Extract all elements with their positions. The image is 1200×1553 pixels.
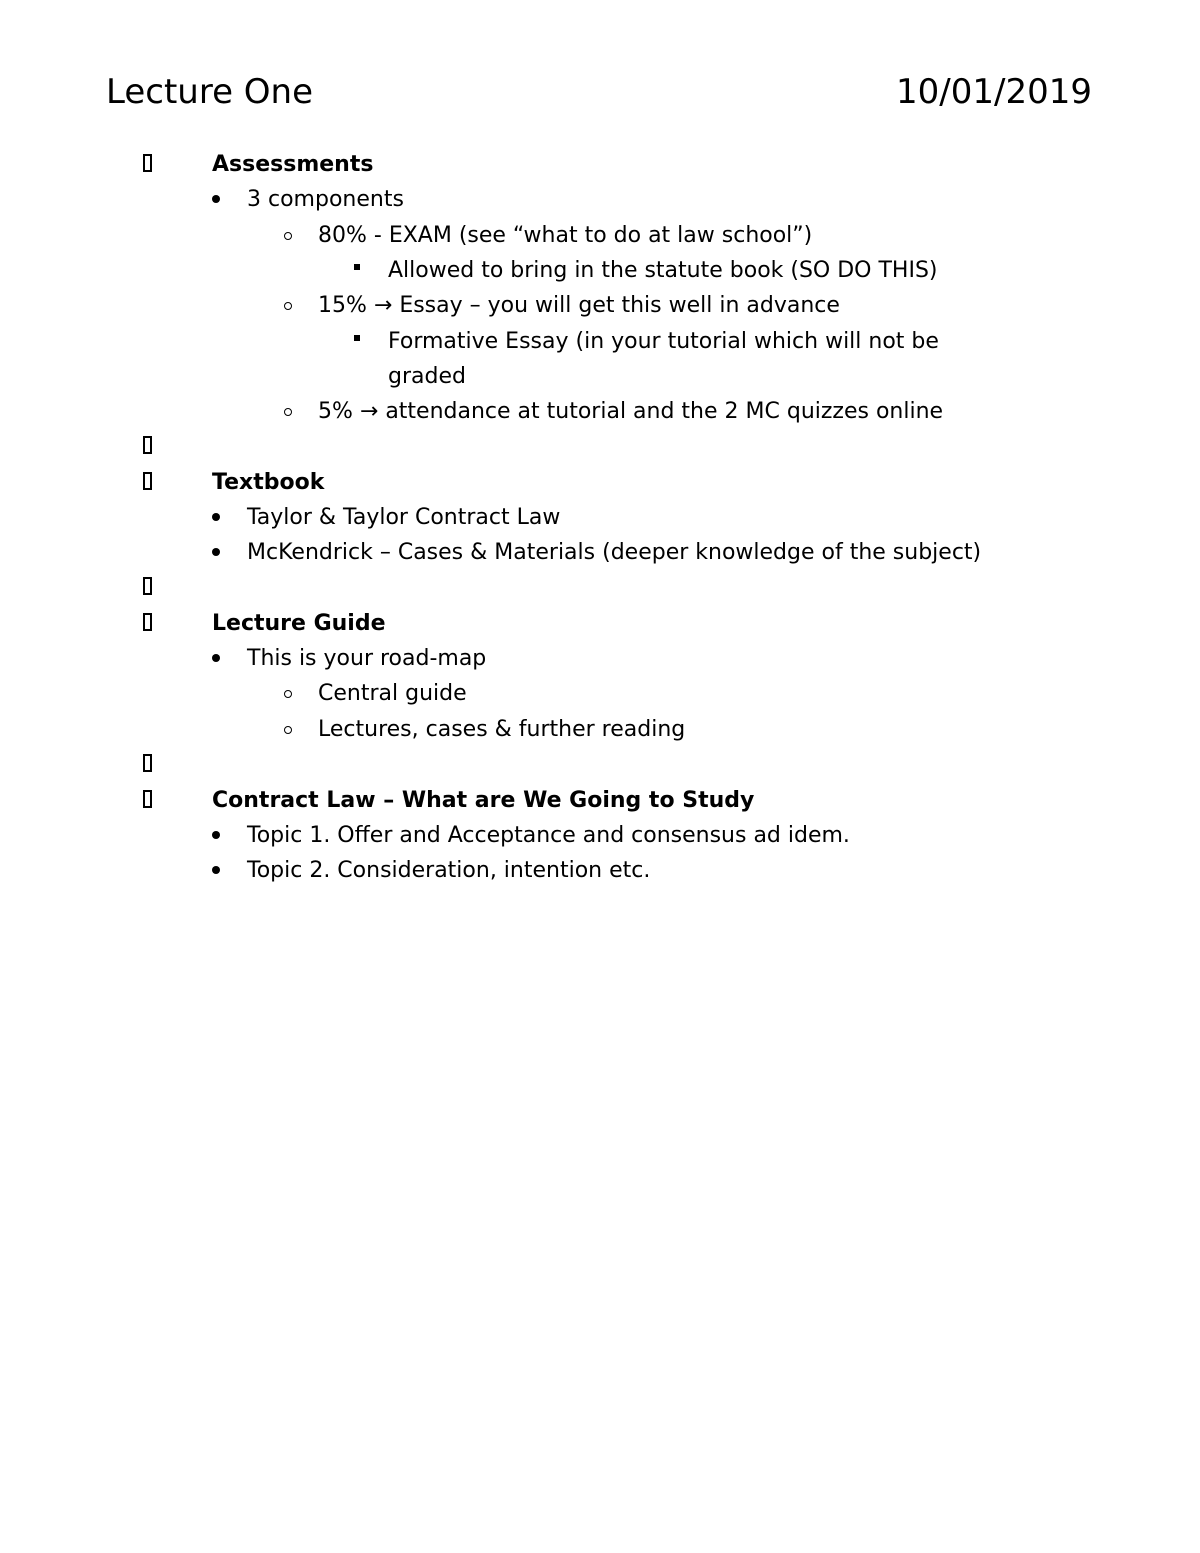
circle-bullet-icon — [284, 690, 292, 698]
list-item: 3 components — [247, 187, 404, 212]
checkbox-icon — [143, 754, 152, 772]
section-heading-textbook: Textbook — [212, 470, 325, 495]
bullet-icon — [212, 831, 220, 839]
circle-bullet-icon — [284, 302, 292, 310]
list-item: Formative Essay (in your tutorial which will not be — [388, 329, 939, 354]
list-item-continuation: graded — [388, 364, 466, 389]
square-bullet-icon — [354, 264, 360, 270]
bullet-icon — [212, 513, 220, 521]
circle-bullet-icon — [284, 232, 292, 240]
list-item: Taylor & Taylor Contract Law — [247, 505, 561, 530]
bullet-icon — [212, 866, 220, 874]
section-heading-lecture-guide: Lecture Guide — [212, 611, 386, 636]
bullet-icon — [212, 195, 220, 203]
checkbox-icon — [143, 472, 152, 490]
checkbox-icon — [143, 577, 152, 595]
list-item: Topic 1. Offer and Acceptance and consensus ad idem. — [247, 823, 850, 848]
checkbox-icon — [143, 436, 152, 454]
list-item: Topic 2. Consideration, intention etc. — [247, 858, 651, 883]
bullet-icon — [212, 654, 220, 662]
bullet-icon — [212, 548, 220, 556]
checkbox-icon — [143, 790, 152, 808]
list-item: Central guide — [318, 681, 467, 706]
circle-bullet-icon — [284, 726, 292, 734]
list-item: 5% → attendance at tutorial and the 2 MC quizzes online — [318, 399, 944, 424]
circle-bullet-icon — [284, 408, 292, 416]
page-date: 10/01/2019 — [896, 72, 1092, 112]
section-heading-assessments: Assessments — [212, 152, 374, 177]
list-item: Lectures, cases & further reading — [318, 717, 686, 742]
list-item: This is your road-map — [247, 646, 487, 671]
checkbox-icon — [143, 154, 152, 172]
page-title: Lecture One — [106, 72, 314, 112]
list-item: McKendrick – Cases & Materials (deeper knowledge of the subject) — [247, 540, 982, 565]
section-heading-contract-law: Contract Law – What are We Going to Study — [212, 788, 755, 813]
checkbox-icon — [143, 613, 152, 631]
list-item: 15% → Essay – you will get this well in advance — [318, 293, 840, 318]
list-item: Allowed to bring in the statute book (SO DO THIS) — [388, 258, 938, 283]
square-bullet-icon — [354, 335, 360, 341]
list-item: 80% - EXAM (see “what to do at law school”) — [318, 223, 813, 248]
